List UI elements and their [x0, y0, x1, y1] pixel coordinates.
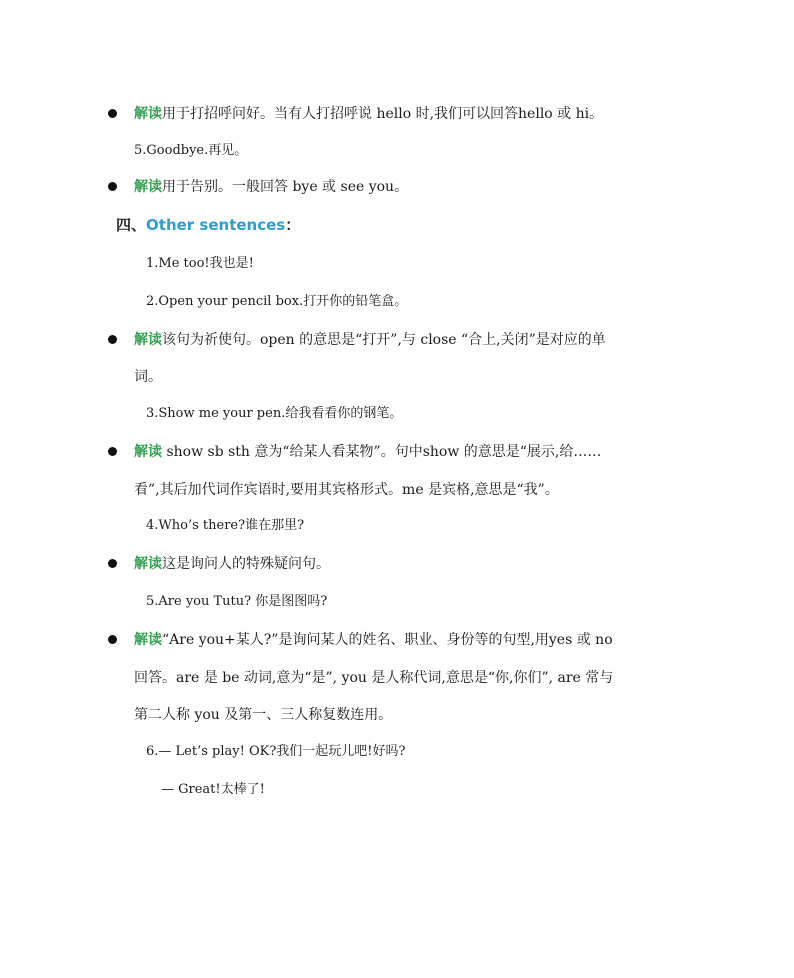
heading-suffix: ： — [285, 216, 301, 234]
paragraph — [134, 104, 603, 124]
keyword-label: 解读 — [134, 444, 162, 460]
bullet-icon — [108, 182, 117, 191]
sentence-line: 2.Open your pencil box.打开你的铅笔盒。 — [146, 294, 408, 309]
paragraph — [134, 330, 606, 350]
sentence-line: 5.Are you Tutu? 你是图图吗? — [146, 594, 328, 609]
paragraph-text: show sb sth 意为“给某人看某物”。句中show 的意思是“展示,给…… — [162, 444, 602, 460]
sentence-line: 3.Show me your pen.给我看看你的钢笔。 — [146, 406, 403, 421]
heading-prefix: 四、 — [116, 216, 147, 234]
keyword-label: 解读 — [134, 556, 162, 572]
bullet-icon — [108, 559, 117, 568]
paragraph-continuation: 第二人称 you 及第一、三人称复数连用。 — [134, 707, 393, 723]
bullet-icon — [108, 109, 117, 118]
bullet-icon — [108, 447, 117, 456]
bullet-icon — [108, 335, 117, 344]
sentence-line: 4.Who’s there?谁在那里? — [146, 518, 305, 533]
dialogue-line: 6.— Let’s play! OK?我们一起玩儿吧!好吗? — [146, 744, 406, 759]
keyword-label: 解读 — [134, 106, 162, 122]
paragraph — [134, 630, 613, 650]
dialogue-line: — Great!太棒了! — [161, 782, 265, 797]
keyword-label: 解读 — [134, 332, 162, 348]
keyword-label: 解读 — [134, 632, 162, 648]
section-heading — [116, 215, 300, 235]
paragraph — [134, 442, 601, 462]
paragraph-text: 用于告别。一般回答 bye 或 see you。 — [162, 179, 409, 195]
heading-title: Other sentences — [146, 216, 286, 234]
sentence-line: 5.Goodbye.再见。 — [134, 143, 248, 158]
sentence-line: 1.Me too!我也是! — [146, 256, 254, 271]
paragraph — [134, 554, 330, 574]
paragraph-text: 用于打招呼问好。当有人打招呼说 hello 时,我们可以回答hello 或 hi。 — [162, 106, 604, 122]
paragraph — [134, 177, 408, 197]
paragraph-continuation: 回答。are 是 be 动词,意为“是”, you 是人称代词,意思是“你,你们”, are 常与 — [134, 670, 614, 686]
paragraph-text: 该句为祈使句。open 的意思是“打开”,与 close “合上,关闭”是对应的单 — [162, 332, 606, 348]
bullet-icon — [108, 635, 117, 644]
paragraph-text: “Are you+某人?”是询问某人的姓名、职业、身份等的句型,用yes 或 no — [162, 632, 613, 648]
keyword-label: 解读 — [134, 179, 162, 195]
paragraph-text: 这是询问人的特殊疑问句。 — [162, 556, 330, 572]
paragraph-continuation: 看”,其后加代词作宾语时,要用其宾格形式。me 是宾格,意思是“我”。 — [134, 482, 559, 498]
paragraph-continuation: 词。 — [134, 369, 162, 385]
